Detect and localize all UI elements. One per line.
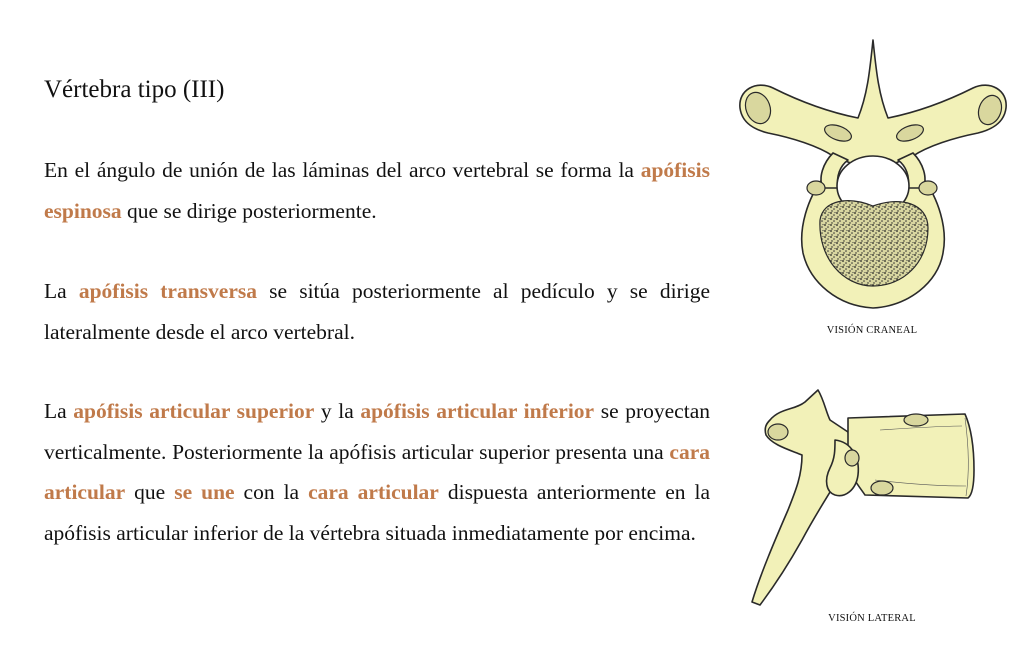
caption-cranial-view: VISIÓN CRANEAL — [826, 325, 918, 336]
text-segment: y la — [314, 399, 361, 423]
text-segment: dispuesta anteriormente en la apófisis articular inferior de la vértebra situada inmediatamente por encima. — [44, 480, 711, 545]
highlighted-term: cara articular — [308, 480, 439, 504]
text-segment: La — [44, 399, 74, 423]
highlighted-term: cara articular — [44, 439, 710, 504]
highlighted-term: apófisis espinosa — [44, 158, 710, 223]
page-title: Vértebra tipo (III) — [44, 76, 225, 103]
highlighted-term: apófisis articular superior — [73, 399, 315, 423]
vertebra-lateral-view-illustration — [740, 380, 1010, 612]
highlighted-term: se une — [174, 480, 235, 504]
highlighted-term: apófisis articular inferior — [360, 399, 595, 423]
highlighted-term: apófisis transversa — [78, 279, 257, 303]
text-segment: se proyectan verticalmente. Posteriormente la apófisis articular superior presenta una — [44, 399, 710, 464]
text-segment: que — [125, 480, 175, 504]
text-segment: que se dirige posteriormente. — [121, 198, 377, 223]
paragraph-spinous-process — [44, 150, 710, 231]
text-segment: se sitúa posteriormente al pedículo y se dirige lateralmente desde el arco vertebral. — [44, 279, 710, 344]
vertebra-cranial-view-illustration — [728, 38, 1018, 328]
text-segment: con la — [234, 480, 309, 504]
text-segment: En el ángulo de unión de las láminas del arco vertebral se forma la — [44, 158, 641, 182]
paragraph-articular-processes — [44, 391, 710, 553]
paragraph-transverse-process — [44, 271, 710, 352]
caption-lateral-view: VISIÓN LATERAL — [828, 613, 916, 624]
text-segment: La — [44, 279, 79, 303]
